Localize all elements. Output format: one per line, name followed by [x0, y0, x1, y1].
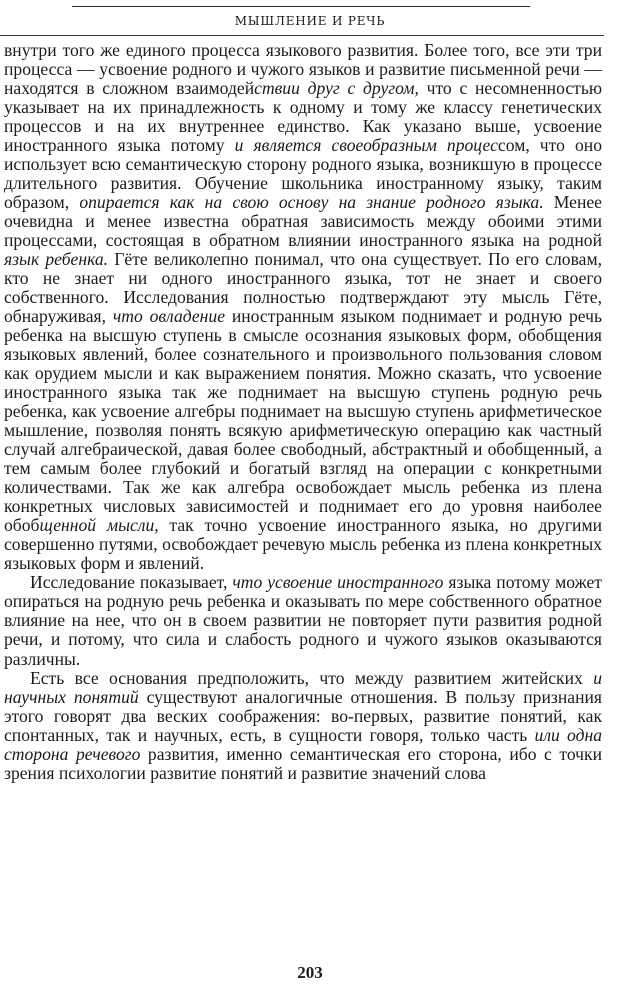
- text-run: Менее очевидна и менее известна обратная зависимость между обоими этими процессами, состоящая в обратном влиянии иностранного языка на родной: [4, 192, 602, 251]
- page-number: 203: [297, 963, 323, 982]
- text-run: Есть все основания предположить, что между развитием житейских: [30, 667, 594, 688]
- italic-run: щенной мысли,: [39, 515, 159, 536]
- paragraph-1: [4, 41, 602, 573]
- text-run: Гёте великолепно понимал, что она существует. По его словам, кто не знает ни одного иностранного языка, тот не знает и своего собственного. Исследования полностью подтверждают эту мысль Гёте, обнаруживая,: [4, 249, 602, 327]
- top-rule: [72, 6, 530, 7]
- italic-run: язык ребенка.: [4, 249, 109, 270]
- text-run: так точно усвоение иностранного языка, но другими совершенно путями, освобождает речевую мысль ребенка из плена конкретных языковых форм и явлений.: [4, 515, 603, 574]
- italic-run: ствии друг с другом,: [254, 78, 419, 99]
- body-text: [4, 41, 602, 783]
- italic-run: и научных понятий: [4, 667, 602, 707]
- text-run: Исследование показывает,: [30, 572, 233, 593]
- text-run: существуют аналогичные отношения. В пользу признания этого говорят два веских соображения: во-первых, развитие понятий, как спонтанных, так и научных, есть, в сущности говоря, только часть: [4, 686, 602, 745]
- italic-run: и является своеобразным процес: [234, 135, 498, 156]
- text-run: иностранным языком поднимает и родную речь ребенка на высшую ступень в смысле осознания языковых форм, обобщения языковых явлений, более сознательного и произвольного пользования словом как орудием мысли и как выражением понятия. Можно сказать, что усвоение иностранного языка так же поднимает на высшую ступень родную речь ребенка, как усвоение алгебры поднимает на высшую ступень арифметическое мышление, позволяя понять всякую арифметическую операцию как частный случай алгебраической, давая более свободный, абстрактный и обобщенный, а тем самым более глубокий и богатый взгляд на операции с конкретными количествами. Так же как алгебра освобождает мысль ребенка из плена конкретных числовых зависимостей и поднимает его до уровня наиболее обоб: [4, 306, 602, 536]
- paragraph-2: [4, 573, 602, 668]
- italic-run: что овладение: [112, 306, 226, 327]
- text-run: что с несомненностью указывает на их принадлежность к одному и тому же классу генетических процессов и на их внутреннее единство. Как указано выше, усвоение иностранного языка потому: [4, 78, 602, 156]
- italic-run: опирается как на свою основу на знание родного языка.: [79, 192, 544, 213]
- italic-run: или одна сторона речевого: [4, 724, 603, 764]
- text-run: сом, что оно использует всю семантическую сторону родного языка, возникшую в процессе длительного развития. Обучение школьника иностранному языку, таким образом,: [4, 135, 602, 213]
- italic-run: что усвоение иностранного: [232, 572, 444, 593]
- paragraph-3: [4, 669, 602, 783]
- text-run: внутри того же единого процесса языкового развития. Более того, все эти три процесса — усвоение родного и чужого языков и развитие письменной речи — находятся в сложном взаимодей: [4, 40, 602, 99]
- header-rule: [0, 35, 604, 36]
- text-run: языка потому может опираться на родную речь ребенка и оказывать по мере собственного обратное влияние на нее, что он в своем развитии не повторяет пути развития родной речи, и потому, что сила и слабость родного и чужого языков оказываются различны.: [4, 572, 602, 669]
- text-run: развития, именно семантическая его сторона, ибо с точки зрения психологии развитие понятий и развитие значений слова: [4, 743, 602, 783]
- running-head: МЫШЛЕНИЕ И РЕЧЬ: [234, 14, 386, 28]
